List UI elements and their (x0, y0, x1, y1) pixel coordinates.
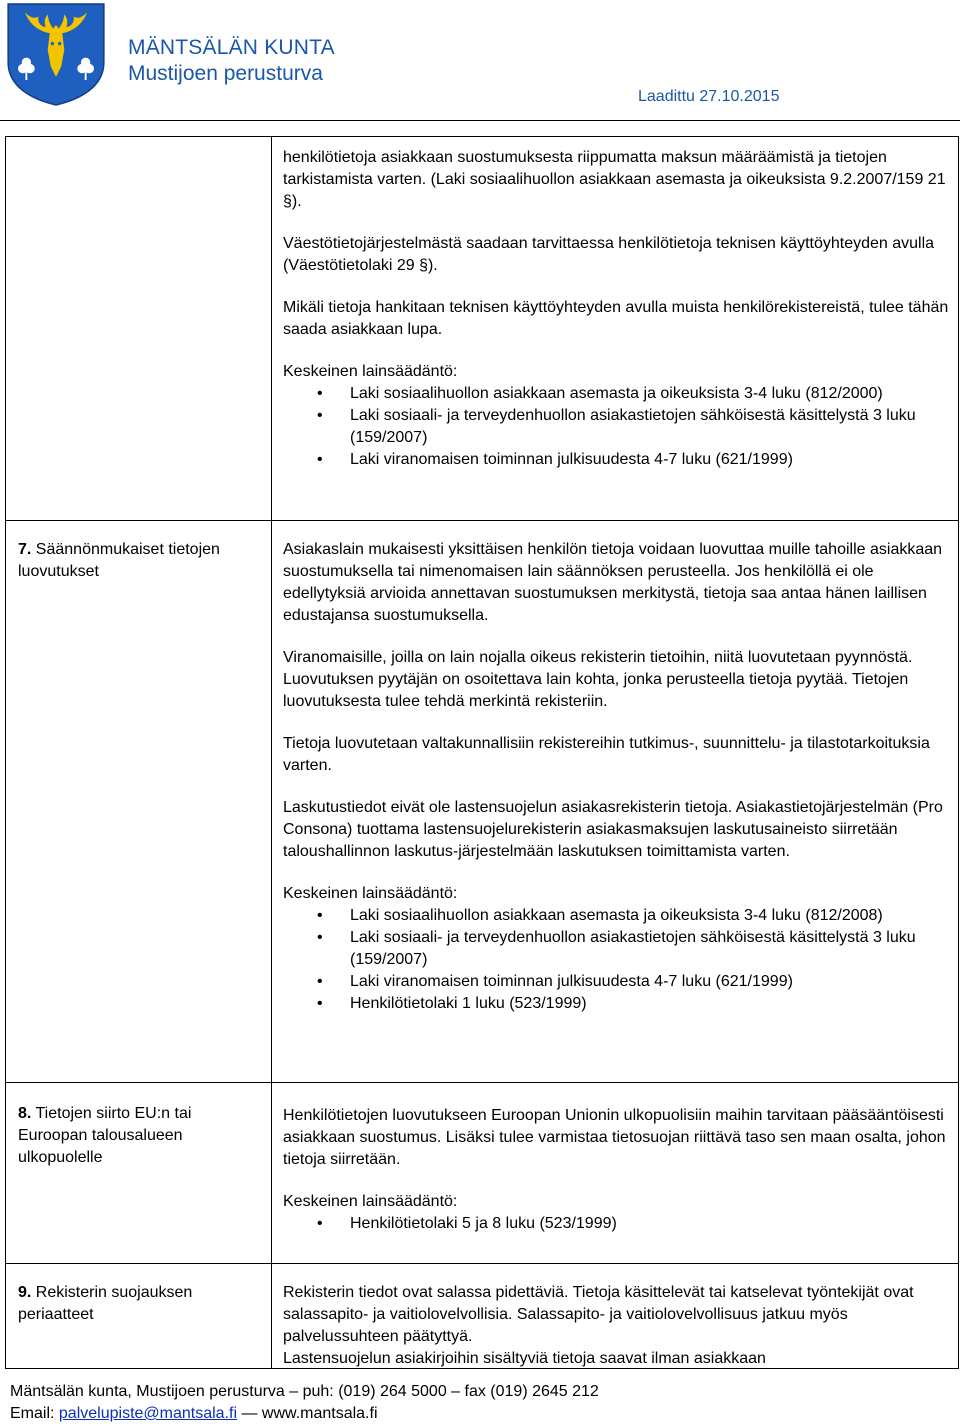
row-content (283, 1105, 955, 1235)
law-list-item: • Laki sosiaali- ja terveydenhuollon asiakastietojen sähköisestä käsittelystä 3 luku (159/2007) (283, 927, 955, 971)
row-number: 7. (18, 541, 32, 558)
law-list (283, 1213, 955, 1235)
row-label (18, 1282, 263, 1326)
row-content (283, 147, 955, 471)
law-list-item: • Henkilötietolaki 5 ja 8 luku (523/1999) (283, 1213, 955, 1235)
table-row-8 (6, 1083, 958, 1264)
column-divider (271, 1264, 272, 1368)
column-divider (271, 137, 272, 520)
law-list (283, 383, 955, 471)
email-link[interactable]: palvelupiste@mantsala.fi (58, 1405, 238, 1422)
footer-contact-line: Mäntsälän kunta, Mustijoen perusturva – puh: (019) 264 5000 – fax (019) 2645 212 (10, 1383, 599, 1400)
row-number: 8. (18, 1105, 32, 1122)
municipality-name: MÄNTSÄLÄN KUNTA (128, 36, 335, 59)
paragraph: Laskutustiedot eivät ole lastensuojelun asiakasrekisterin tietoja. Asiakastietojärjestelmän (Pro Consona) tuottama lastensuojelurekisterin asiakasmaksujen laskutusaineisto siirretään taloushallinnon laskutus-järjestelmään laskutuksen toimittamista varten. (283, 799, 943, 860)
law-list-item: • Laki sosiaali- ja terveydenhuollon asiakastietojen sähköisestä käsittelystä 3 luku (159/2007) (283, 405, 955, 449)
column-divider (271, 1083, 272, 1263)
row-label (18, 539, 263, 583)
law-list-item: • Laki sosiaalihuollon asiakkaan asemasta ja oikeuksista 3-4 luku (812/2000) (283, 383, 955, 405)
unit-name: Mustijoen perusturva (128, 62, 323, 85)
footer-separator: — (237, 1405, 262, 1422)
header-divider (0, 120, 960, 121)
document-date: Laadittu 27.10.2015 (638, 88, 780, 105)
paragraph: Väestötietojärjestelmästä saadaan tarvittaessa henkilötietoja teknisen käyttöyhteyden avulla (Väestötietolaki 29 §). (283, 235, 935, 274)
municipal-crest-logo (4, 2, 108, 106)
paragraph: Henkilötietojen luovutukseen Euroopan Unionin ulkopuolisiin maihin tarvitaan pääsääntöisesti asiakkaan suostumus. Lisäksi tulee varmistaa tietosuojan riittävä taso sen maan osalta, johon tietoja siirretään. (283, 1107, 946, 1168)
paragraph: Lastensuojelun asiakirjoihin sisältyviä tietoja saavat ilman asiakkaan (283, 1350, 766, 1367)
paragraph: Tietoja luovutetaan valtakunnallisiin rekistereihin tutkimus-, suunnittelu- ja tilastotarkoituksia varten. (283, 735, 930, 774)
law-list-item: • Laki viranomaisen toiminnan julkisuudesta 4-7 luku (621/1999) (283, 449, 955, 471)
paragraph: Mikäli tietoja hankitaan teknisen käyttöyhteyden avulla muista henkilörekistereistä, tulee tähän saada asiakkaan lupa. (283, 299, 949, 338)
law-list-item: • Laki sosiaalihuollon asiakkaan asemasta ja oikeuksista 3-4 luku (812/2008) (283, 905, 955, 927)
law-heading: Keskeinen lainsäädäntö: (283, 885, 458, 902)
page-header (0, 0, 960, 122)
law-heading: Keskeinen lainsäädäntö: (283, 363, 458, 380)
website-link[interactable]: www.mantsala.fi (261, 1405, 378, 1422)
row-title: Rekisterin suojauksen periaatteet (18, 1284, 193, 1323)
register-description-table (5, 136, 959, 1369)
row-label (18, 1103, 263, 1169)
footer-links-line (10, 1403, 599, 1425)
row-title: Tietojen siirto EU:n tai Euroopan talousalueen ulkopuolelle (18, 1105, 192, 1166)
email-label: Email: (10, 1405, 59, 1422)
law-list-item: • Laki viranomaisen toiminnan julkisuudesta 4-7 luku (621/1999) (283, 971, 955, 993)
paragraph: Asiakaslain mukaisesti yksittäisen henkilön tietoja voidaan luovuttaa muille tahoille asiakkaan suostumuksella tai nimenomaisen lain säännöksen perusteella. Jos henkilöllä ei ole edellytyksiä arvioida annettavan suostumuksen merkitystä, tietoja saa antaa hänen laillisen edustajansa suostumuksella. (283, 541, 943, 624)
paragraph: Rekisterin tiedot ovat salassa pidettäviä. Tietoja käsittelevät tai katselevat työntekijät ovat salassapito- ja vaitiolovelvollisia. Salassapito- ja vaitiolovelvollisuus jatkuu myös palvelussuhteen päätyttyä. (283, 1284, 914, 1345)
law-list-item: • Henkilötietolaki 1 luku (523/1999) (283, 993, 955, 1015)
law-heading: Keskeinen lainsäädäntö: (283, 1193, 458, 1210)
page-footer (10, 1381, 599, 1425)
row-content (283, 539, 955, 1015)
column-divider (271, 521, 272, 1082)
row-number: 9. (18, 1284, 32, 1301)
row-content (283, 1282, 955, 1370)
paragraph: Viranomaisille, joilla on lain nojalla oikeus rekisterin tietoihin, niitä luovutetaan pyynnöstä. Luovutuksen pyytäjän on osoitettava lain kohta, jonka perusteella tietoja pyytää. Tietojen luovutuksesta tulee tehdä merkintä rekisteriin. (283, 649, 913, 710)
paragraph: henkilötietoja asiakkaan suostumuksesta riippumatta maksun määräämistä ja tietojen tarkistamista varten. (Laki sosiaalihuollon asiakkaan asemasta ja oikeuksista 9.2.2007/159 21 §). (283, 149, 946, 210)
table-row-7 (6, 521, 958, 1083)
table-row-9 (6, 1264, 958, 1368)
law-list (283, 905, 955, 1015)
table-row-continued (6, 137, 958, 521)
row-title: Säännönmukaiset tietojen luovutukset (18, 541, 220, 580)
